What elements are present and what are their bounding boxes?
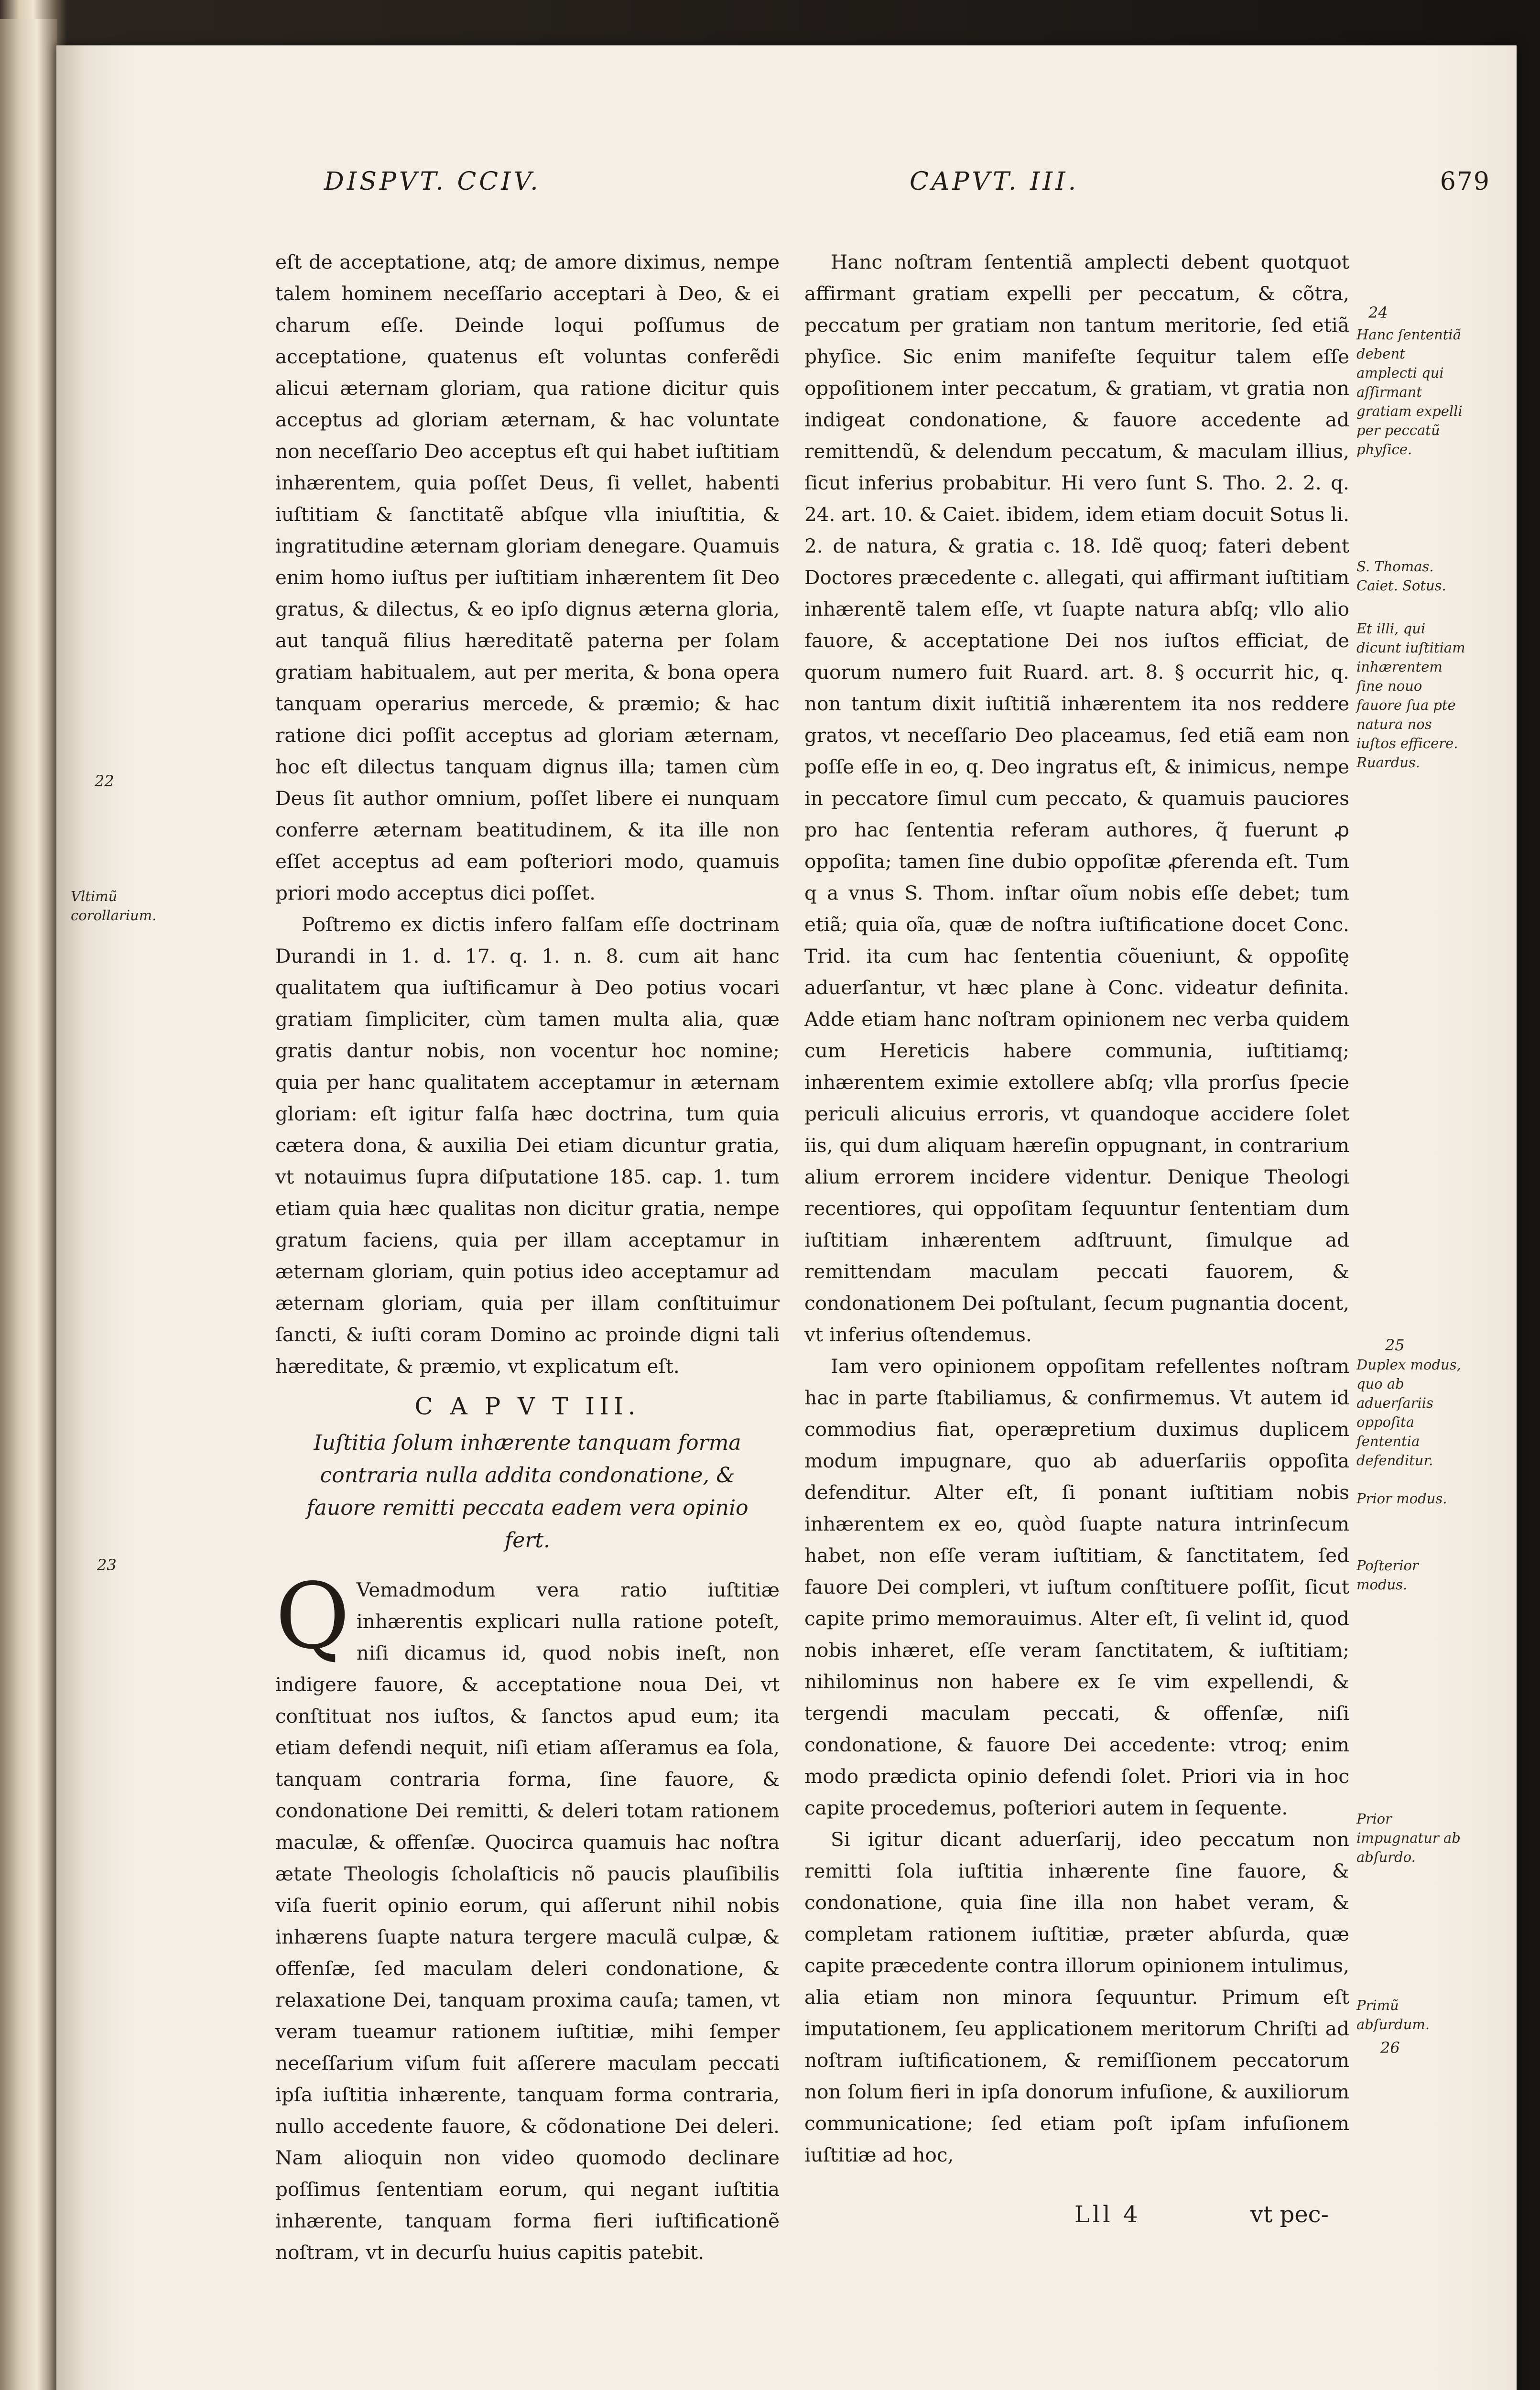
running-header bbox=[324, 158, 1490, 206]
left-paragraph-3 bbox=[275, 1564, 780, 2268]
page-number: 679 bbox=[1440, 167, 1490, 196]
margin-note-posterior: Poſterior modus. bbox=[1356, 1557, 1419, 1593]
left-margin-number-23: 23 bbox=[97, 1556, 117, 1574]
margin-note-hanc: Hanc ſententiã debent amplecti qui aſſirmant gratiam expelli per peccatũ phyſice. bbox=[1356, 326, 1463, 457]
margin-number-26: 26 bbox=[1380, 2039, 1400, 2057]
margin-note-prior: Prior modus. bbox=[1356, 1490, 1447, 1507]
right-paragraph-3: Si igitur dicant aduerſarij, ideo peccatum non remitti ſola iuſtitia inhærente ſine fauore, & condonatione, quia ſine illa non habet veram, & completam rationem iuſtitiæ, præter abſurda, quæ capite præcedente contra illorum opinionem intulimus, alia etiam non minora ſequuntur. Primum eſt imputationem, ſeu applicationem meritorum Chriſti ad noſtram iuſtificationem, & remiſſionem peccatorum non ſolum fieri in ipſa donorum infuſione, & auxiliorum communicatione; ſed etiam poſt ipſam infuſionem iuſtitiæ ad hoc, bbox=[804, 1828, 1349, 2166]
left-column bbox=[275, 246, 780, 2268]
margin-note-primum: Primũ abſurdum. bbox=[1356, 1997, 1430, 2032]
signature-mark: Lll 4 bbox=[1074, 2201, 1141, 2228]
previous-page-edge bbox=[0, 19, 57, 2390]
running-head-left: DISPVT. CCIV. bbox=[324, 167, 541, 196]
catchword: vt pec- bbox=[1250, 2201, 1329, 2228]
chapter-subtitle: Iuſtitia ſolum inhærente tanquam forma contraria nulla addita condonatione, & fauore remitti peccata eadem vera opinio fert. bbox=[306, 1431, 748, 1553]
margin-note-prior-impugnatur: Prior impugnatur ab abſurdo. bbox=[1356, 1811, 1461, 1865]
margin-note-duplex: Duplex modus, quo ab aduerſariis oppoſita ſententia defenditur. bbox=[1356, 1357, 1461, 1468]
left-margin-note-ultimum: Vltimũ corollarium. bbox=[71, 888, 157, 923]
margin-note-thomas: S. Thomas. Caiet. Sotus. bbox=[1356, 558, 1446, 594]
left-paragraph-1: eſt de acceptatione, atq; de amore diximus, nempe talem hominem neceſſario acceptari à Deo, & ei charum eſſe. Deinde loqui poſſumus de acceptatione, quatenus eſt voluntas conferẽdi alicui æternam gloriam, qua ratione dicitur quis acceptus ad gloriam æternam, & hac voluntate non neceſſario Deo acceptus eſt qui habet iuſtitiam inhærentem, quia poſſet Deus, ſi vellet, habenti iuſtitiam & ſanctitatẽ abſque vlla iniuſtitia, & ingratitudine æternam gloriam denegare. Quamuis enim homo iuſtus per iuſtitiam inhærentem ſit Deo gratus, & dilectus, & eo ipſo dignus æterna gloria, aut tanquã filius hæreditatẽ paterna per ſolam gratiam habitualem, aut per merita, & bona opera tanquam operarius mercede, & præmio; & hac ratione dici poſſit acceptus ad gloriam æternam, hoc eſt dilectus tanquam dignus illa; tamen cùm Deus ſit author omnium, poſſet libere ei nunquam conferre æternam beatitudinem, & ita ille non eſſet acceptus ad eam poſteriori modo, quamuis priori modo acceptus dici poſſet. bbox=[275, 250, 780, 904]
book-page bbox=[56, 45, 1517, 2390]
margin-number-24: 24 bbox=[1368, 304, 1388, 322]
left-paragraph-3-text: Vemadmodum vera ratio iuſtitiæ inhærentis explicari nulla ratione poteſt, niſi dicamus id, quod nobis ineſt, non indigere fauore, & acceptatione noua Dei, vt conſtituat nos iuſtos, & ſanctos apud eum; ita etiam defendi nequit, niſi etiam aſſeramus ea ſola, tanquam contraria forma, ſine fauore, & condonatione Dei remitti, & deleri totam rationem maculæ, & offenſæ. Quocirca quamuis hac noſtra ætate Theologis ſcholaſticis nõ paucis plauſibilis viſa fuerit opinio eorum, qui aſſerunt nihil nobis inhærens ſuapte natura tergere maculã culpæ, & offenſæ, ſed maculam deleri condonatione, & relaxatione Dei, tanquam proxima cauſa; tamen, vt veram tueamur rationem iuſtitiæ, mihi ſemper neceſſarium viſum fuit aſſerere maculam peccati ipſa iuſtitia inhærente, tanquam forma contraria, nullo accedente fauore, & cõdonatione Dei deleri. Nam alioquin non video quomodo declinare poſſimus ſententiam eorum, qui negant iuſtitia inhærente, tanquam forma fieri iuſtificationẽ noſtram, vt in decurſu huius capitis patebit. bbox=[275, 1578, 780, 2264]
left-margin-number-22: 22 bbox=[95, 772, 114, 790]
right-column bbox=[804, 246, 1349, 2171]
right-paragraph-2: Iam vero opinionem oppoſitam refellentes noſtram hac in parte ſtabiliamus, & confirmemus. Vt autem id commodius fiat, operæpretium duximus duplicem modum impugnare, quo ab aduerſariis oppoſita defenditur. Alter eſt, ſi ponant iuſtitiam nobis inhærentem ex eo, quòd ſuapte natura intrinſecum habet, non eſſe veram iuſtitiam, & ſanctitatem, ſed fauore Dei compleri, vt iuſtum conſtituere poſſit, ſicut capite primo memorauimus. Alter eſt, ſi velint id, quod nobis inhæret, eſſe veram ſanctitatem, & iuſtitiam; nihilominus non habere ex ſe vim expellendi, & tergendi maculam peccati, & offenſæ, niſi condonatione, & fauore Dei accedente: vtroq; enim modo prædicta opinio defendi ſolet. Priori via in hoc capite procedemus, poſteriori autem in ſequente. bbox=[804, 1355, 1349, 1819]
drop-capital: Q bbox=[275, 1564, 350, 1669]
margin-number-25: 25 bbox=[1385, 1336, 1405, 1354]
chapter-title: C A P V T III. bbox=[414, 1392, 640, 1420]
margin-note-et-illi: Et illi, qui dicunt iuſtitiam inhærentem ſine nouo fauore ſua pte natura nos iuſtos efficere. Ruardus. bbox=[1356, 620, 1465, 771]
left-paragraph-2: Poſtremo ex dictis infero falſam eſſe doctrinam Durandi in 1. d. 17. q. 1. n. 8. cum ait hanc qualitatem qua iuſtificamur à Deo potius vocari gratiam ſimpliciter, cùm tamen multa alia, quæ gratis dantur nobis, non vocentur hoc nomine; quia per hanc qualitatem acceptamur in æternam gloriam: eſt igitur falſa hæc doctrina, tum quia cætera dona, & auxilia Dei etiam dicuntur gratia, vt notauimus ſupra diſputatione 185. cap. 1. tum etiam quia hæc qualitas non dicitur gratia, nempe gratum faciens, quia per illam acceptamur in æternam gloriam, quin potius ideo acceptamur ad æternam gloriam, quia per illam conſtituimur ſancti, & iuſti coram Domino ac proinde digni tali hæreditate, & præmio, vt explicatum eſt. bbox=[275, 913, 780, 1378]
running-head-right: CAPVT. III. bbox=[910, 167, 1079, 196]
right-paragraph-1: Hanc noſtram ſententiã amplecti debent quotquot affirmant gratiam expelli per peccatum, & cõtra, peccatum per gratiam non tantum meritorie, ſed etiã phyſice. Sic enim manifeſte ſequitur talem eſſe oppoſitionem inter peccatum, & gratiam, vt gratia non indigeat condonatione, & fauore accedente ad remittendũ, & delendum peccatum, & maculam illius, ſicut inferius probabitur. Hi vero ſunt S. Tho. 2. 2. q. 24. art. 10. & Caiet. ibidem, idem etiam docuit Sotus li. 2. de natura, & gratia c. 18. Idẽ quoq; fateri debent Doctores præcedente c. allegati, qui affirmant iuſtitiam inhærentẽ talem eſſe, vt ſuapte natura abſq; vllo alio fauore, & acceptatione Dei nos iuſtos efficiat, de quorum numero fuit Ruard. art. 8. § occurrit hic, q. non tantum dixit iuſtitiã inhærentem ita nos reddere gratos, vt neceſſario Deo placeamus, ſed etiã eam non poſſe eſſe in eo, q. Deo ingratus eſt, & inimicus, nempe in peccatore ſimul cum peccato, & quamuis pauciores pro hac ſententia referam authores, q̃ fuerunt ꝓ oppoſita; tamen ſine dubio oppoſitæ ꝓferenda eſt. Tum q a vnus S. Thom. inſtar oĩum nobis eſſe debet; tum etiã; quia oĩa, quæ de noſtra iuſtificatione docet Conc. Trid. ita cum hac ſententia cõueniunt, & oppoſitę aduerſantur, vt hæc plane à Conc. videatur definita. Adde etiam hanc noſtram opinionem nec verba quidem cum Hereticis habere communia, iuſtitiamq; inhærentem eximie extollere abſq; vlla prorſus ſpecie periculi alicuius erroris, vt quandoque accidere ſolet iis, qui dum aliquam hæreſin oppugnant, in contrarium alium errorem incidere videntur. Denique Theologi recentiores, qui oppoſitam ſequuntur ſententiam dum iuſtitiam inhærentem adſtruunt, ſimulque ad remittendam maculam peccati fauorem, & condonationem Dei poſtulant, ſecum pugnantia docent, vt inferius oſtendemus. bbox=[804, 250, 1349, 1346]
